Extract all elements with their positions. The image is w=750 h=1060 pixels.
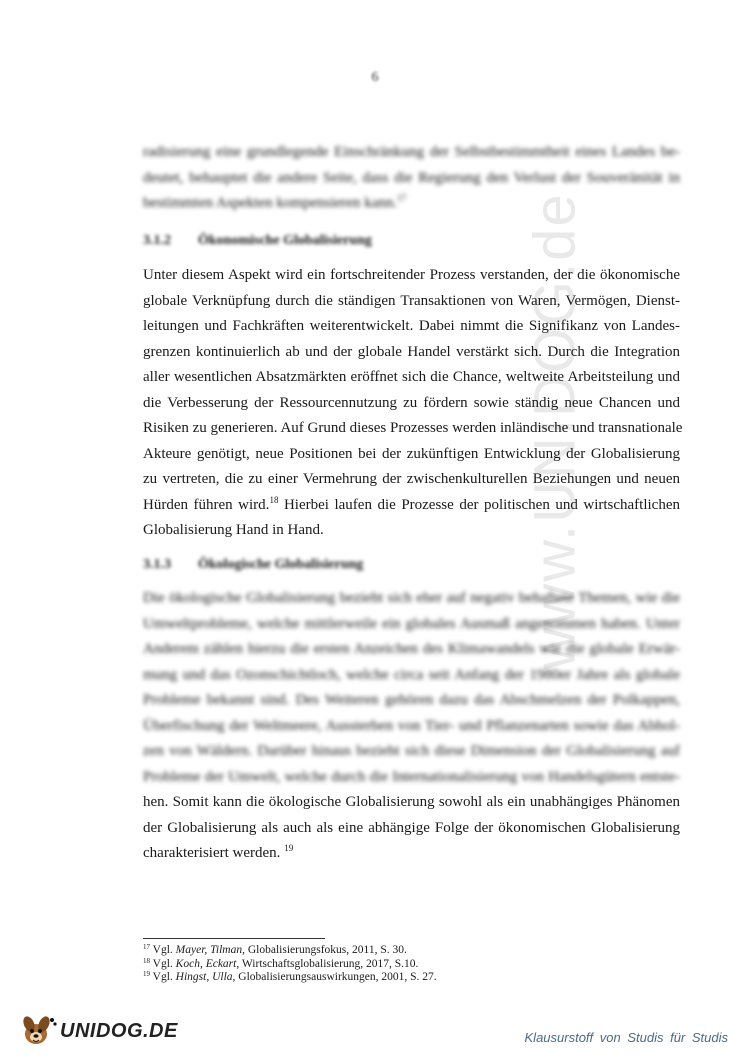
paragraph-line: leitungen und Fachkräften weiterentwickelt. Dabei nimmt die Signifikanz von Landes-: [143, 318, 680, 334]
logo-text: UNIDOG.DE: [60, 1019, 178, 1042]
paragraph-line: Probleme der Umwelt, welche durch die Internationalisierung von Handelsgütern entste-: [143, 768, 680, 785]
footnote-item: $^{18}$ Vgl. Koch, Eckart, Wirtschaftsglobalisierung, 2017, S.10.: [143, 956, 419, 970]
dog-icon: [20, 1014, 58, 1048]
footnotes: [143, 944, 703, 985]
paragraph-line: aller wesentlichen Absatzmärkten eröffnet sich die Chance, weltweite Arbeitsteilung und: [143, 369, 680, 385]
intro-paragraph: [143, 140, 680, 217]
paragraph-line: zu vertreten, die zu einer Vermehrung der zwischenkulturellen Beziehungen und neuen: [143, 471, 680, 487]
paragraph-line: mung und das Ozonschichtloch, welche circa seit Anfang der 1980er Jahre als globale: [143, 666, 680, 683]
paragraph-line: hen. Somit kann die ökologische Globalisierung sowohl als ein unabhängiges Phänomen: [143, 794, 680, 810]
paragraph-line: Probleme bekannt sind. Des Weiteren gehören dazu das Abschmelzen der Polkappen,: [143, 692, 680, 708]
economic-paragraph: [143, 263, 683, 544]
paragraph-line: Unter diesem Aspekt wird ein fortschreitender Prozess verstanden, der die ökonomische: [143, 267, 680, 283]
footnote-ref: 19: [284, 843, 294, 853]
paragraph-line: globale Verknüpfung durch die ständigen Transaktionen von Waren, Vermögen, Dienst-: [143, 292, 680, 309]
footnote-item: $^{19}$ Vgl. Hingst, Ulla, Globalisierungsauswirkungen, 2001, S. 27.: [143, 970, 437, 983]
paragraph-line: Überfischung der Weltmeere, Aussterben von Tier- und Pflanzenarten sowie das Abhol-: [143, 717, 680, 734]
paragraph-line: die Verbesserung der Ressourcennutzung zu fördern sowie ständig neue Chancen und: [143, 394, 680, 411]
ecological-paragraph-blurred: [143, 586, 680, 790]
section-title: Ökologische Globalisierung: [198, 557, 364, 572]
slogan: Klausurstoff von Studis für Studis: [524, 1030, 728, 1045]
footnote-item: $^{17}$ Vgl. Mayer, Tilman, Globalisierungsfokus, 2011, S. 30.: [143, 943, 407, 956]
watermark: www.UNIDOG.de: [522, 192, 588, 670]
paragraph-line: Akteure genötigt, neue Positionen bei der zukünftigen Entwicklung der Globalisierung: [143, 445, 680, 462]
section-heading-ecological: [143, 557, 363, 573]
paragraph-line: Umweltprobleme, welche mittlerweile ein globales Ausmaß angenommen haben. Unter: [143, 615, 680, 632]
paragraph-line: zen von Wäldern. Darüber hinaus bezieht sich diese Dimension der Globalisierung auf: [143, 743, 680, 759]
section-title: Ökonomische Globalisierung: [198, 233, 372, 248]
footnote-divider: [143, 938, 325, 939]
paragraph-line: radisierung eine grundlegende Einschränkung der Selbstbestimmtheit eines Landes be-: [143, 144, 680, 160]
unidog-logo[interactable]: [20, 1014, 178, 1048]
paragraph-line: charakterisiert werden. $^{19}$: [143, 843, 294, 861]
paragraph-line: Globalisierung Hand in Hand.: [143, 522, 324, 538]
footnote-ref: 17: [397, 193, 407, 203]
section-number: 3.1.2: [143, 233, 171, 248]
paragraph-line: Anderem zählen hierzu die ersten Anzeichen des Klimawandels wie die globale Erwär-: [143, 641, 680, 657]
section-number: 3.1.3: [143, 557, 171, 572]
paragraph-line: bestimmten Aspekten kompensieren kann.$^{17}$: [143, 193, 407, 211]
paragraph-line: Risiken zu generieren. Auf Grund dieses Prozesses werden inländische und transnationale: [143, 420, 683, 436]
page-number: 6: [371, 70, 379, 85]
section-heading-economic: [143, 233, 372, 249]
paragraph-line: Die ökologische Globalisierung bezieht sich eher auf negativ behaftete Themen, wie die: [143, 590, 680, 606]
paragraph-line: der Globalisierung als auch als eine abhängige Folge der ökonomischen Globalisierung: [143, 819, 680, 836]
paragraph-line: Hürden führen wird.$^{18}$ Hierbei laufen die Prozesse der politischen und wirtschaftlichen: [143, 494, 680, 513]
paragraph-line: grenzen kontinuierlich ab und der globale Handel verstärkt sich. Durch die Integration: [143, 343, 680, 360]
paragraph-line: deutet, behauptet die andere Seite, dass die Regierung den Verlust der Souveränität in: [143, 169, 680, 186]
footnote-ref: 18: [269, 494, 279, 505]
ecological-paragraph-visible: [143, 790, 680, 867]
